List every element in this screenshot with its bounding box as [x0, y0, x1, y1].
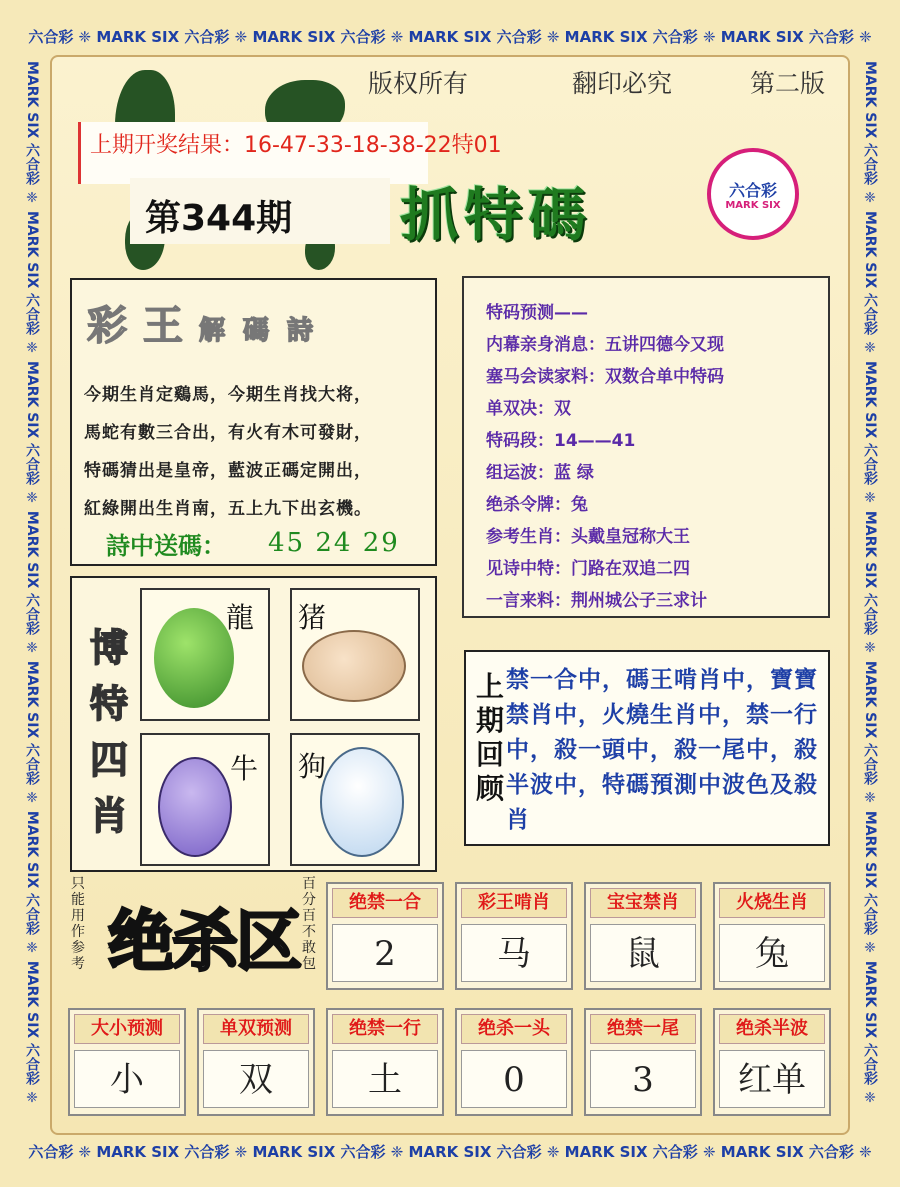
- prediction-line: 绝杀令牌：兔: [486, 495, 588, 515]
- kill-cell-value: 红单: [719, 1050, 825, 1108]
- prediction-line: 见诗中特：门路在双追二四: [486, 559, 690, 579]
- zodiac-cell-pig: [290, 588, 420, 721]
- zodiac-cell-dragon: [140, 588, 270, 721]
- copyright-label: 版权所有: [368, 69, 469, 98]
- kill-cell: [584, 882, 702, 990]
- kill-cell: [713, 882, 831, 990]
- prediction-line: 单双决：双: [486, 399, 571, 419]
- poem-line: 紅綠開出生肖南，五上九下出玄機。: [84, 499, 372, 519]
- kill-cell: [455, 882, 573, 990]
- kill-cell: [68, 1008, 186, 1116]
- poem-line: 今期生肖定鷄馬，今期生肖找大将，: [84, 385, 372, 405]
- border-top: 六合彩 ❈ MARK SIX 六合彩 ❈ MARK SIX 六合彩 ❈ MARK SIX 六合彩 ❈ MARK SIX 六合彩 ❈ MARK SIX 六合彩 ❈: [28, 28, 872, 46]
- prediction-panel: [462, 276, 830, 618]
- prediction-line: 参考生肖：头戴皇冠称大王: [486, 527, 690, 547]
- kill-cell-value: 小: [74, 1050, 180, 1108]
- kill-cell-label: 火烧生肖: [719, 888, 825, 918]
- border-left: MARK SIX 六合彩 ❈ MARK SIX 六合彩 ❈ MARK SIX 六合彩 ❈ MARK SIX 六合彩 ❈ MARK SIX 六合彩 ❈ MARK SIX 六合彩 ❈ MARK SIX 六合彩 ❈: [24, 60, 40, 1106]
- kill-cell-label: 绝杀半波: [719, 1014, 825, 1044]
- ox-icon: [158, 757, 232, 857]
- edition-label: 第二版: [750, 69, 826, 98]
- last-result-text: 上期开奖结果：16-47-33-18-38-22特01: [90, 133, 502, 158]
- zodiac-name: 猪: [298, 601, 327, 634]
- kill-cell-value: 鼠: [590, 924, 696, 982]
- prediction-line: 一言来料：荆州城公子三求计: [486, 591, 707, 611]
- poem-send-numbers: 45 24 29: [268, 528, 400, 558]
- guarantee-note: 百分百不敢包: [302, 876, 316, 972]
- poem-title-sub: 解碼詩: [199, 316, 332, 346]
- kill-cell-label: 绝杀一头: [461, 1014, 567, 1044]
- kill-cell-value: 3: [590, 1050, 696, 1108]
- kill-cell-value: 0: [461, 1050, 567, 1108]
- kill-cell-label: 绝禁一行: [332, 1014, 438, 1044]
- kill-cell: [197, 1008, 315, 1116]
- kill-cell: [455, 1008, 573, 1116]
- border-bottom: 六合彩 ❈ MARK SIX 六合彩 ❈ MARK SIX 六合彩 ❈ MARK SIX 六合彩 ❈ MARK SIX 六合彩 ❈ MARK SIX 六合彩 ❈: [28, 1143, 872, 1161]
- prediction-line: 特码预测——: [486, 303, 588, 323]
- zodiac-side-title: 博特四肖: [89, 626, 128, 838]
- page-title: 抓特碼: [400, 181, 593, 249]
- kill-cell: [584, 1008, 702, 1116]
- poem-send-label: 詩中送碼：: [106, 531, 226, 560]
- copyright-warning: 翻印必究: [572, 69, 673, 98]
- zodiac-cell-ox: [140, 733, 270, 866]
- poem-panel: [70, 278, 437, 566]
- zodiac-name: 牛: [230, 752, 259, 785]
- kill-cell-value: 兔: [719, 924, 825, 982]
- kill-cell-value: 土: [332, 1050, 438, 1108]
- prediction-line: 内幕亲身消息：五讲四德今又现: [486, 335, 724, 355]
- prediction-line: 特码段：14——41: [486, 431, 636, 451]
- reference-note: 只能用作参考: [71, 876, 85, 972]
- kill-cell-label: 宝宝禁肖: [590, 888, 696, 918]
- kill-zone-title: 绝杀区: [108, 903, 300, 980]
- logo-subtitle: MARK SIX: [725, 200, 781, 211]
- kill-cell: [326, 1008, 444, 1116]
- kill-cell-label: 单双预测: [203, 1014, 309, 1044]
- logo-name: 六合彩: [728, 181, 777, 200]
- mark-six-logo: [707, 148, 799, 240]
- zodiac-panel: [70, 576, 437, 872]
- kill-cell-value: 双: [203, 1050, 309, 1108]
- kill-cell: [713, 1008, 831, 1116]
- pig-icon: [302, 630, 406, 702]
- last-review-panel: [464, 650, 830, 846]
- zodiac-cell-dog: [290, 733, 420, 866]
- kill-cell-label: 大小预测: [74, 1014, 180, 1044]
- dog-icon: [320, 747, 404, 857]
- kill-cell-label: 绝禁一合: [332, 888, 438, 918]
- dragon-icon: [154, 608, 234, 708]
- poem-title: [87, 294, 331, 351]
- review-side-title: 上期回顾: [476, 670, 505, 805]
- kill-cell: [326, 882, 444, 990]
- border-right: MARK SIX 六合彩 ❈ MARK SIX 六合彩 ❈ MARK SIX 六合彩 ❈ MARK SIX 六合彩 ❈ MARK SIX 六合彩 ❈ MARK SIX 六合彩 ❈ MARK SIX 六合彩 ❈: [862, 60, 878, 1106]
- issue-number: 第344期: [145, 198, 293, 239]
- zodiac-name: 狗: [298, 750, 327, 783]
- prediction-line: 组运波：蓝 绿: [486, 463, 594, 483]
- kill-cell-label: 绝禁一尾: [590, 1014, 696, 1044]
- poem-line: 特碼猜出是皇帝，藍波正碼定開出，: [84, 461, 372, 481]
- review-text: 禁一合中，碼王啃肖中，寶寶禁肖中，火燒生肖中，禁一行中，殺一頭中，殺一尾中，殺半波中，特碼預測中波色及殺肖: [506, 666, 818, 833]
- kill-cell-value: 马: [461, 924, 567, 982]
- prediction-line: 塞马会读家料：双数合单中特码: [486, 367, 724, 387]
- kill-cell-label: 彩王啃肖: [461, 888, 567, 918]
- poem-line: 馬蛇有數三合出，有火有木可發財，: [84, 423, 372, 443]
- kill-cell-value: 2: [332, 924, 438, 982]
- zodiac-name: 龍: [226, 601, 255, 634]
- poem-title-main: 彩王: [87, 302, 199, 349]
